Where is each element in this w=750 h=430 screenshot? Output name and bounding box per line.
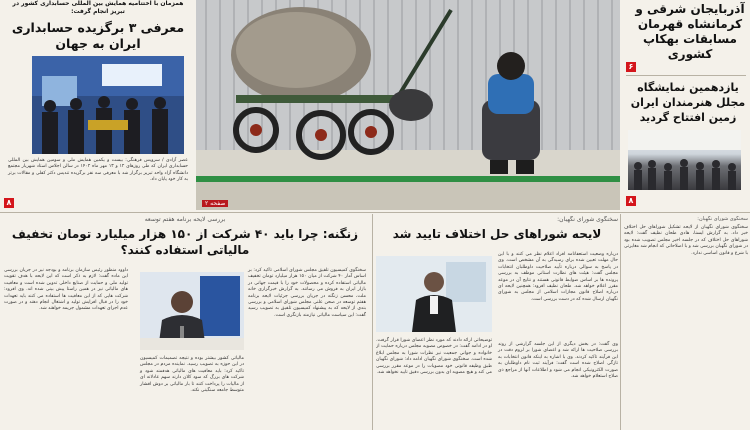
main-photo (196, 0, 620, 210)
left-caption: عصر آزادی / سرویس فرهنگی: بیست و یکمین همایش ملی و سومین همایش بین المللی حسابداری ایران که طی روزهای ۱۲ و ۱۳ مهر ماه ۱۴۰۲ در سالن اجلاس استاد شهریار مجتمع دانشگاه آزاد واحد تبریز برگزار شد با معرفی سه نفر برگزیده تندیس دکتر کفلی و مقالات برتر به کار خود پایان داد. (8, 158, 189, 183)
right-lower-column (624, 216, 748, 430)
left-top-line: همزمان با اختتامیه همایش بین المللی حسابداری کشور در تبریز انجام گرفت: (12, 0, 184, 15)
item2-number: ۸ (626, 196, 636, 206)
spokesman-graphic (376, 256, 492, 332)
zanganeh-graphic (140, 272, 244, 350)
council-title: لایحه شوراهای حل اختلاف تایید شد (392, 227, 602, 241)
council-text-a: درباره وضعیت استعفانامه افراد اعلام نظر می کنند و با این حال مهلت تعیین شده برای رسیدگی به آن مشخص است. وی در پاسخ به سوالی درباره تأیید صلاحیت داوطلبان انتخابات مجلس گفت: هیئت های نظارت استانی موظف به بررسی پرونده ها بر اساس ضوابط قانونی هستند و نتایج آن در موعد مقرر اعلام خواهد شد. طحان نظیف افزود: همچنین لایحه ای درباره اصلاح قانون مجازات اسلامی از مجلس به شورای نگهبان ارسال شده که در دست بررسی است. (498, 252, 618, 302)
tax-title: زنگنه: چرا باید ۴۰ شرکت از ۱۵۰ هزار میلیارد تومان تخفیف مالیاتی استفاده کنند؟ (11, 227, 359, 257)
exhibition-photo (628, 130, 741, 190)
story-council (376, 216, 618, 430)
story-tax (0, 216, 370, 430)
item1-title: آذربایجان شرقی و کرمانشاه قهرمان مسابقات بهکاپ کشوری (635, 2, 745, 61)
conference-graphic (32, 56, 184, 154)
main-photo-graphic (196, 0, 620, 210)
main-photo-caption: صفحه ۲ (202, 200, 228, 207)
spokesman-photo (376, 256, 492, 332)
right-lower-kicker: سخنگوی شورای نگهبان: (697, 216, 748, 222)
left-number: ۸ (4, 198, 14, 208)
conference-photo (32, 56, 184, 154)
council-kicker: سخنگوی شورای نگهبان: (557, 216, 618, 223)
tax-kicker: بررسی لایحه برنامه هفتم توسعه (144, 216, 226, 223)
crowd-graphic (628, 130, 741, 190)
left-column (0, 0, 196, 210)
right-column (622, 0, 750, 210)
council-text-b: توضیحاتی ارائه دادند که مورد نظر اعضای شورا قرار گرفت. او در ادامه گفت: در خصوص مصوبه مجلس درباره حمایت از خانواده و جوانی جمعیت نیز نظرات شورا به مجلس ابلاغ شده است. سخنگوی شورای نگهبان ادامه داد: شورای نگهبان طبق وظیفه قانونی خود مصوبات را در موعد مقرر بررسی می کند و هیچ مصوبه ای بدون بررسی دقیق تایید نخواهد شد. (376, 338, 492, 376)
tax-text-a: سخنگوی کمیسیون تلفیق مجلس شورای اسلامی تاکید کرد: بر اساس آمار ۴۰ شرکت از میان ۱۵۰ هزار میلیارد تومان تخفیف مالیاتی استفاده کرده و محصولات خود را با قیمت جهانی در بازار ایران به فروش می رسانند. به گزارش خبرگزاری خانه ملت، محسن زنگنه در جریان بررسی جزئیات لایحه برنامه هفتم توسعه در صحن علنی مجلس شورای اسلامی و بررسی بندی از لایحه که به پیشنهاد کمیسیون تلفیق به تصویب رسید گفت: این سیاست مالیاتی نیازمند بازنگری است. (248, 268, 366, 318)
item1-number: ۶ (626, 62, 636, 72)
council-text-c: وی گفت: در بخش دیگری از این جلسه گزارشی از روند بررسی صلاحیت ها ارائه شد و اعضای شورا بر لزوم دقت در این فرآیند تاکید کردند. وی با اشاره به اینکه قانون انتخابات به تازگی اصلاح شده است گفت: فرآیند ثبت نام داوطلبان به صورت الکترونیکی انجام می شود و اطلاعات آنها از مراجع ذی صلاح استعلام خواهد شد. (498, 342, 618, 380)
item2-title: یازدهمین نمایشگاه مجلل هنرمندان ایران زمین افتتاح گردید (630, 81, 746, 124)
right-lower-text: سخنگوی شورای نگهبان از لایحه تشکیل شوراهای حل اختلاف خبر داد. به گزارش ایسنا، هادی طحان نظیف گفت: لایحه شوراهای حل اختلاف که در جلسه اخیر مجلس تصویب شده بود در شورای نگهبان بررسی شد و با اصلاحاتی که انجام شد مغایرتی با شرع و قانون اساسی ندارد. (624, 225, 748, 256)
left-title: معرفی ۳ برگزیده حسابداری ایران به جهان (11, 20, 185, 51)
zanganeh-photo (140, 272, 244, 350)
tax-text-c: مالیاتی کشور بیشتر بوده و نتیجه تصمیمات کمیسیون در این حوزه به تصویب رسید. نماینده مردم در مجلس تاکید کرد: باید معافیت های مالیاتی هدفمند شود و شرکت های بزرگ که سود کلان دارند سهم عادلانه ای از مالیات را پرداخت کنند تا بار مالیاتی بر دوش اقشار متوسط جامعه سنگینی نکند. (140, 356, 244, 394)
tax-text-b: داوود منظور رئیس سازمان برنامه و بودجه نیز در جریان بررسی این ماده گفت: لازم به ذکر است که این لایحه با هدف تقویت تولید ملی و حمایت از صنایع داخلی تدوین شده است و معافیت های مالیاتی نیز در همین راستا پیش بینی شده اند. وی افزود: شرکت هایی که از این معافیت ها استفاده می کنند باید تعهدات خود را در قبال افزایش تولید و اشتغال انجام دهند و در صورت عدم اجرای تعهدات مشمول جریمه خواهند شد. (4, 268, 128, 312)
